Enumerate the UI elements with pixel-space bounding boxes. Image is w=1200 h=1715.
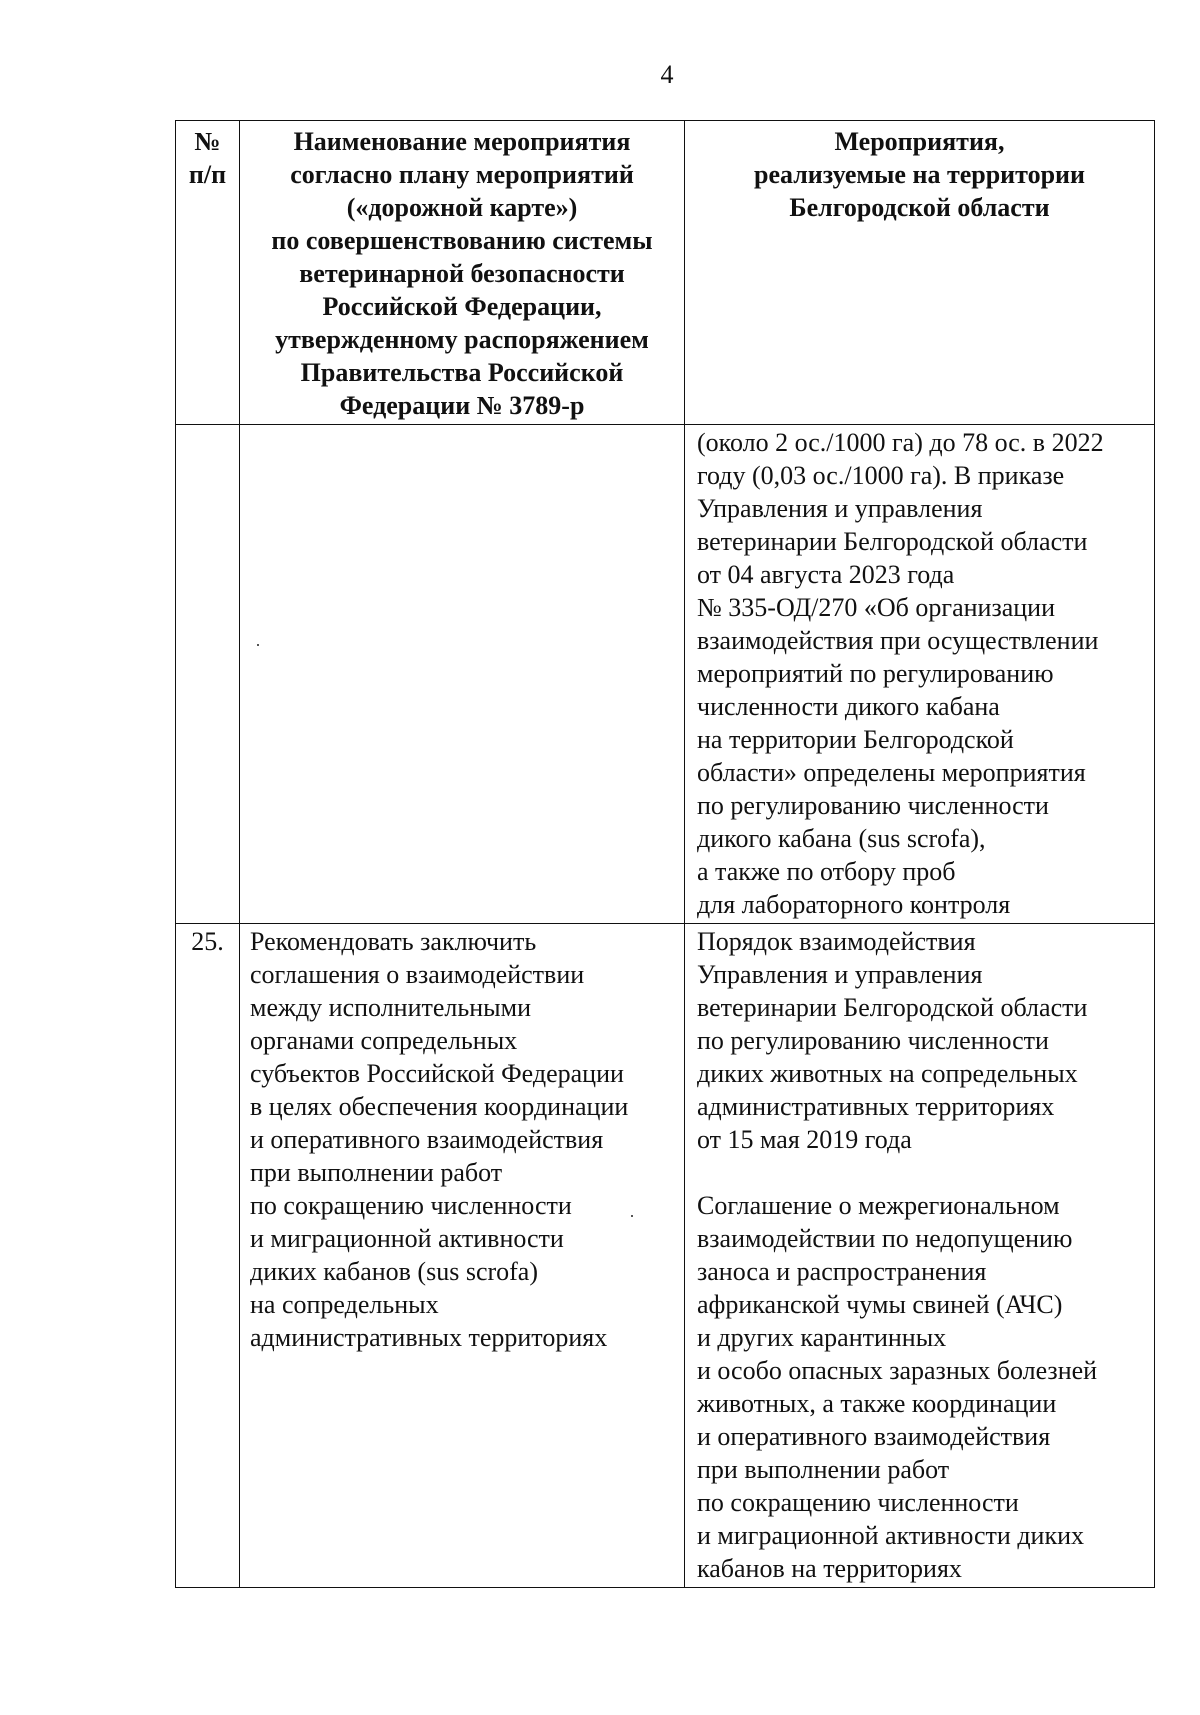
action-line: по регулированию численности bbox=[697, 791, 1049, 820]
name-line: по сокращению численности bbox=[250, 1191, 572, 1220]
action-line: мероприятий по регулированию bbox=[697, 659, 1054, 688]
scan-speck bbox=[631, 1215, 633, 1217]
action-line: на территории Белгородской bbox=[697, 725, 1014, 754]
name-line: субъектов Российской Федерации bbox=[250, 1059, 624, 1088]
header-name-line: утвержденному распоряжением bbox=[275, 325, 649, 354]
header-action-line: Белгородской области bbox=[789, 193, 1050, 222]
action-line: дикого кабана (sus scrofa), bbox=[697, 824, 986, 853]
name-line: административных территориях bbox=[250, 1323, 608, 1352]
name-line: на сопредельных bbox=[250, 1290, 439, 1319]
action-line: для лабораторного контроля bbox=[697, 890, 1011, 919]
action-line: диких животных на сопредельных bbox=[697, 1059, 1078, 1088]
action-line: и оперативного взаимодействия bbox=[697, 1422, 1051, 1451]
name-line: в целях обеспечения координации bbox=[250, 1092, 629, 1121]
action-line: № 335-ОД/270 «Об организации bbox=[697, 593, 1055, 622]
header-action-line: Мероприятия, bbox=[834, 127, 1005, 156]
row-name-cell bbox=[240, 425, 685, 924]
table-row bbox=[176, 924, 1155, 1588]
action-line: году (0,03 ос./1000 га). В приказе bbox=[697, 461, 1065, 490]
action-line: и миграционной активности диких bbox=[697, 1521, 1085, 1550]
header-name-line: («дорожной карте») bbox=[346, 193, 578, 222]
action-line: а также по отбору проб bbox=[697, 857, 956, 886]
action-line: взаимодействии по недопущению bbox=[697, 1224, 1073, 1253]
action-line: от 04 августа 2023 года bbox=[697, 560, 955, 589]
header-name-line: ветеринарной безопасности bbox=[299, 259, 625, 288]
action-line: ветеринарии Белгородской области bbox=[697, 527, 1088, 556]
action-line: по регулированию численности bbox=[697, 1026, 1049, 1055]
header-name-line: Наименование мероприятия bbox=[293, 127, 631, 156]
scan-speck bbox=[257, 644, 259, 646]
action-line: взаимодействия при осуществлении bbox=[697, 626, 1099, 655]
action-line: кабанов на территориях bbox=[697, 1554, 962, 1583]
name-line: при выполнении работ bbox=[250, 1158, 503, 1187]
header-name-line: Федерации № 3789-р bbox=[339, 391, 585, 420]
action-line: (около 2 ос./1000 га) до 78 ос. в 2022 bbox=[697, 428, 1104, 457]
action-line: по сокращению численности bbox=[697, 1488, 1019, 1517]
row-number-cell bbox=[176, 425, 240, 924]
name-line: и миграционной активности bbox=[250, 1224, 564, 1253]
header-name-line: согласно плану мероприятий bbox=[290, 160, 634, 189]
action-line: численности дикого кабана bbox=[697, 692, 1000, 721]
paragraph-gap bbox=[697, 1156, 1148, 1189]
header-name-line: Российской Федерации, bbox=[322, 292, 602, 321]
name-line: между исполнительными bbox=[250, 993, 531, 1022]
action-line: административных территориях bbox=[697, 1092, 1055, 1121]
name-line: и оперативного взаимодействия bbox=[250, 1125, 604, 1154]
header-action-line: реализуемые на территории bbox=[753, 160, 1086, 189]
action-line: Соглашение о межрегиональном bbox=[697, 1191, 1060, 1220]
name-line: соглашения о взаимодействии bbox=[250, 960, 585, 989]
measures-table bbox=[175, 120, 1155, 1588]
action-line: животных, а также координации bbox=[697, 1389, 1057, 1418]
header-number-line: п/п bbox=[188, 160, 227, 189]
header-number-cell bbox=[176, 121, 240, 425]
header-name-cell bbox=[240, 121, 685, 425]
action-line: Порядок взаимодействия bbox=[697, 927, 976, 956]
header-name-line: по совершенствованию системы bbox=[271, 226, 653, 255]
row-number-cell: 25. bbox=[176, 924, 240, 1588]
header-number-line: № bbox=[194, 127, 221, 156]
header-action-cell bbox=[685, 121, 1155, 425]
action-line: от 15 мая 2019 года bbox=[697, 1125, 912, 1154]
action-line: и особо опасных заразных болезней bbox=[697, 1356, 1098, 1385]
action-line: ветеринарии Белгородской области bbox=[697, 993, 1088, 1022]
action-line: при выполнении работ bbox=[697, 1455, 950, 1484]
action-line: области» определены мероприятия bbox=[697, 758, 1086, 787]
action-line: Управления и управления bbox=[697, 960, 983, 989]
action-line: заноса и распространения bbox=[697, 1257, 987, 1286]
action-line: и других карантинных bbox=[697, 1323, 947, 1352]
row-name-cell bbox=[240, 924, 685, 1588]
action-line: Управления и управления bbox=[697, 494, 983, 523]
row-action-cell bbox=[685, 924, 1155, 1588]
table-row bbox=[176, 425, 1155, 924]
page-number: 4 bbox=[660, 60, 674, 89]
name-line: диких кабанов (sus scrofa) bbox=[250, 1257, 538, 1286]
action-line: африканской чумы свиней (АЧС) bbox=[697, 1290, 1063, 1319]
name-line: Рекомендовать заключить bbox=[250, 927, 537, 956]
header-name-line: Правительства Российской bbox=[300, 358, 624, 387]
table-header-row bbox=[176, 121, 1155, 425]
row-action-cell bbox=[685, 425, 1155, 924]
name-line: органами сопредельных bbox=[250, 1026, 518, 1055]
